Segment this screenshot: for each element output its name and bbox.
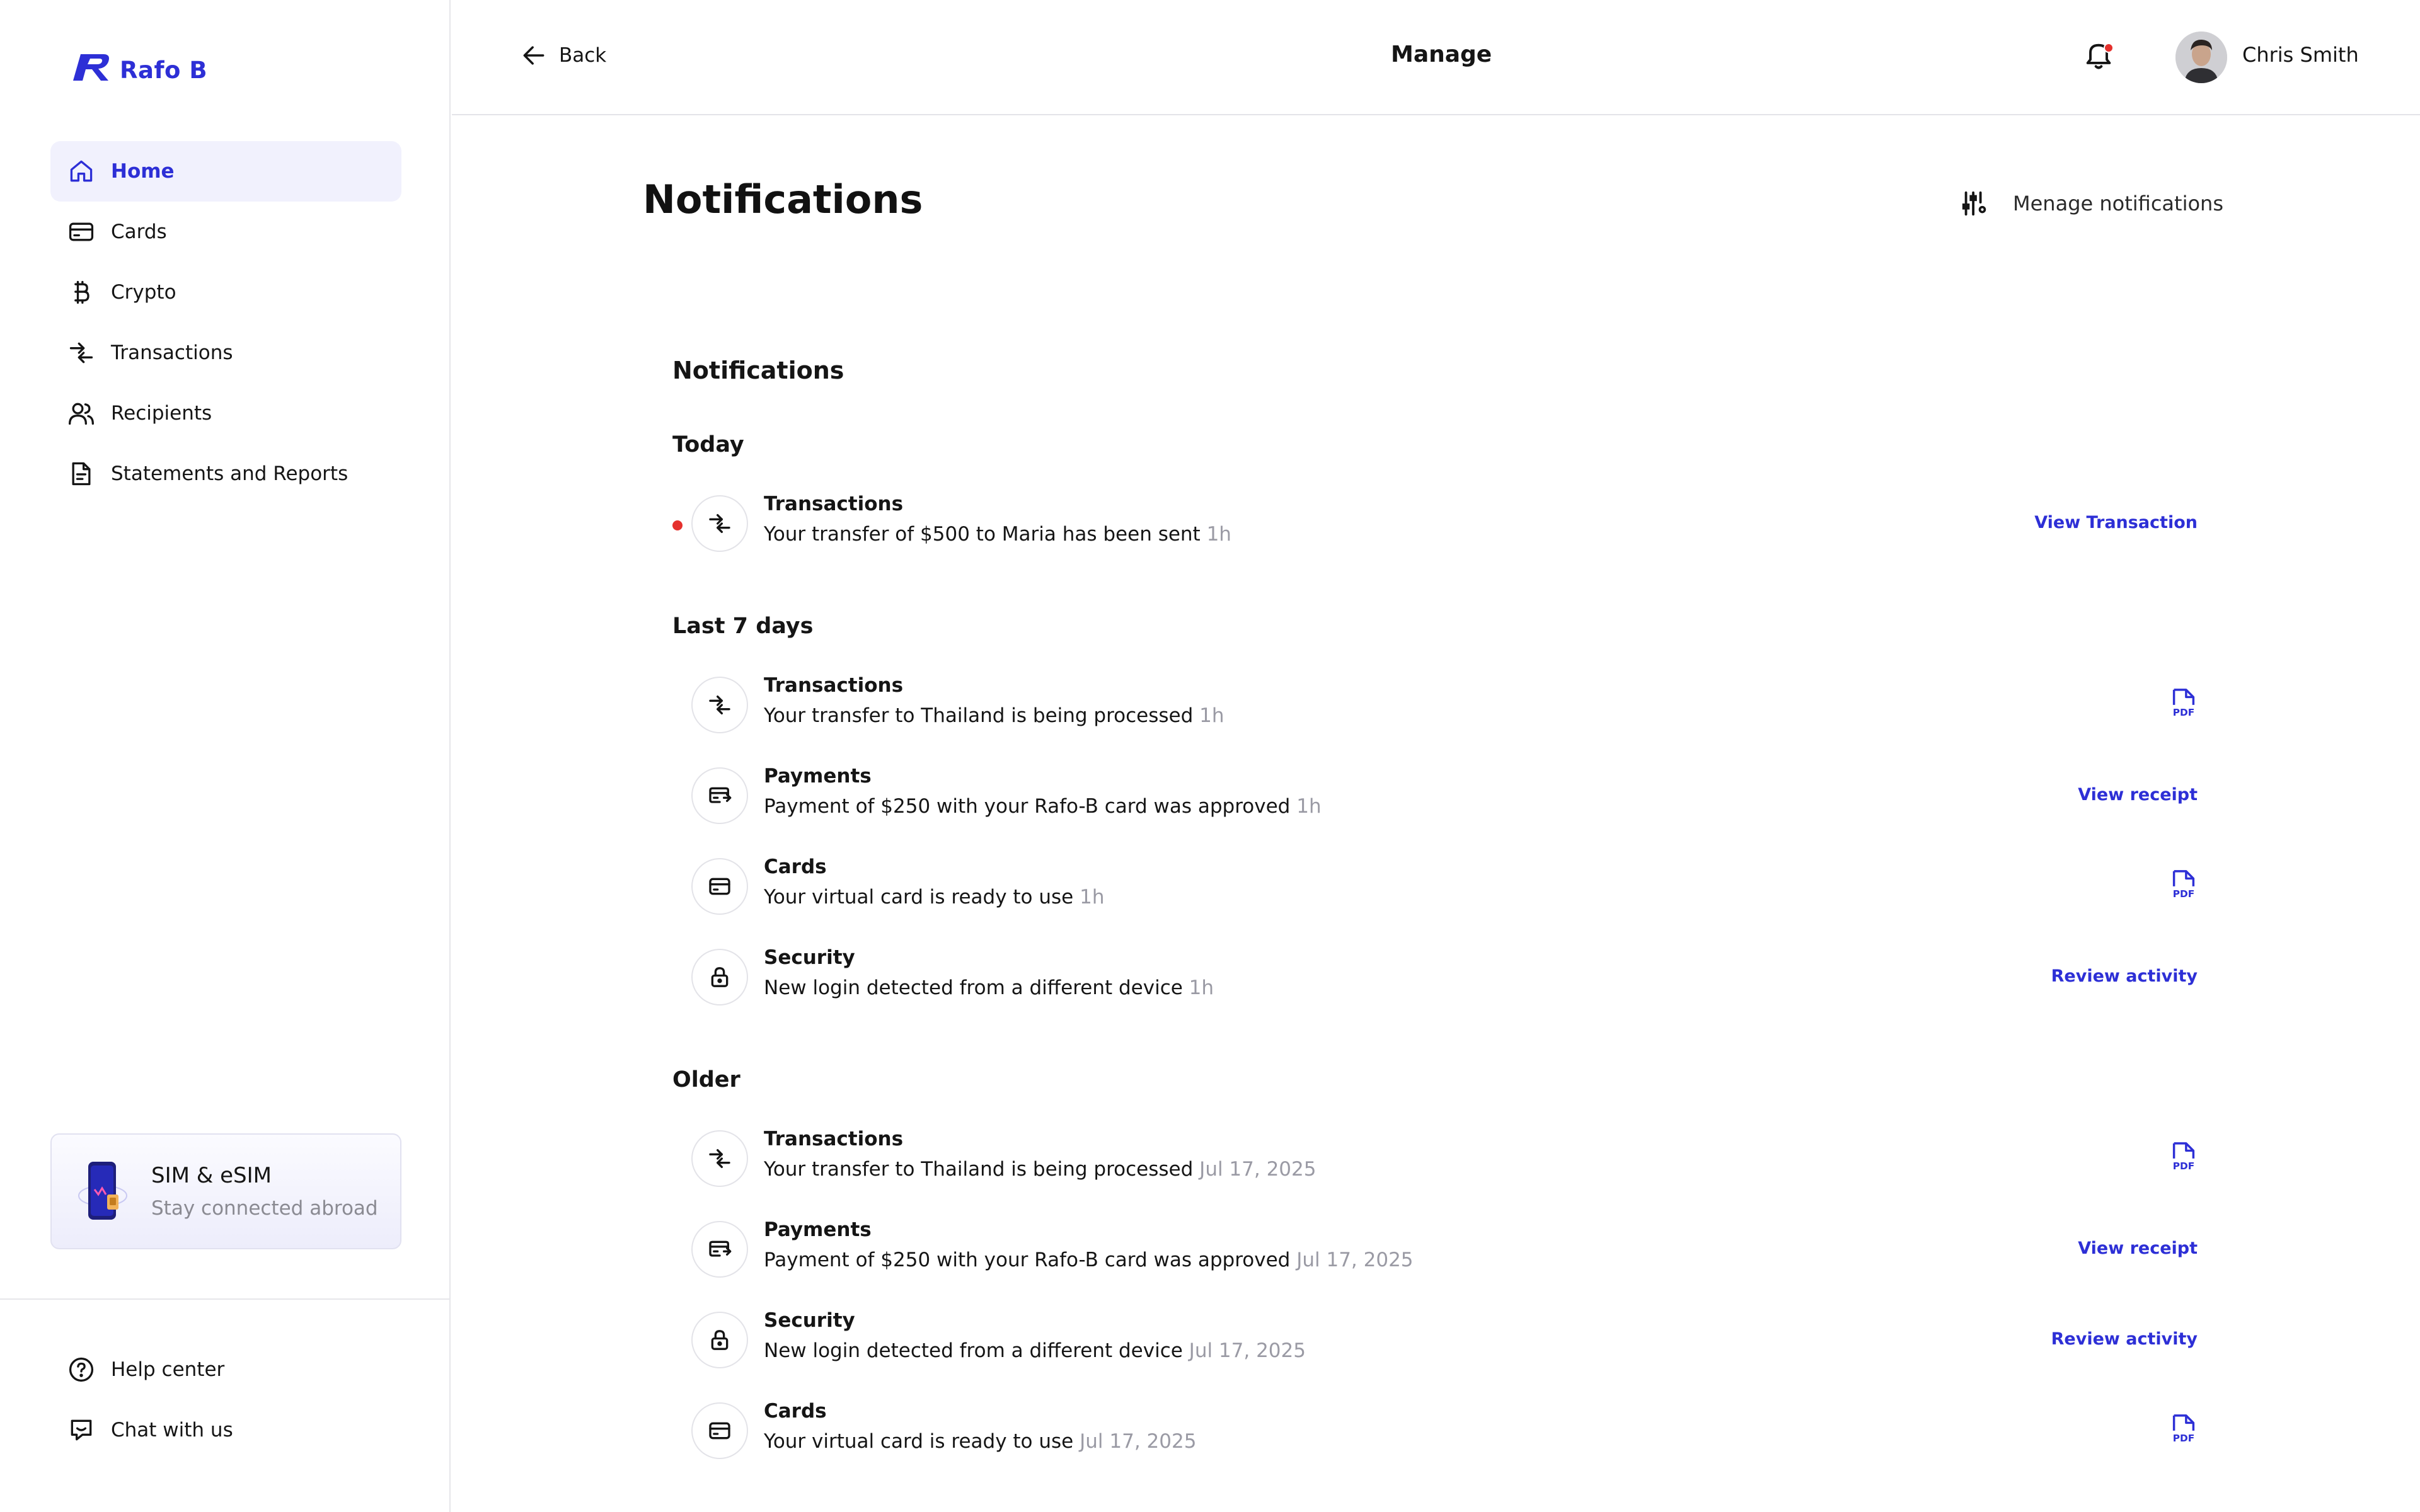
card-payment-icon	[691, 1221, 748, 1278]
help-circle-icon	[67, 1355, 96, 1384]
user-photo-icon	[2175, 32, 2227, 83]
notification-time: 1h	[1199, 704, 1224, 727]
notification-message: Your transfer of $500 to Maria has been sent	[764, 523, 1201, 546]
pdf-icon[interactable]	[2170, 869, 2198, 901]
back-label: Back	[559, 44, 607, 67]
view-receipt-link[interactable]: View receipt	[2078, 1239, 2198, 1258]
notification-text	[764, 704, 1224, 727]
notification-title: Payments	[764, 1218, 872, 1241]
svg-text:PDF: PDF	[2172, 707, 2195, 719]
sidebar-bottom-nav	[50, 1339, 401, 1460]
notification-item[interactable]	[672, 491, 2198, 554]
view-receipt-link[interactable]: View receipt	[2078, 785, 2198, 805]
sliders-settings-icon	[1960, 189, 1989, 218]
arrow-left-icon	[520, 42, 548, 69]
top-header	[452, 0, 2420, 115]
avatar[interactable]	[2175, 32, 2227, 83]
notification-time: 1h	[1296, 795, 1322, 818]
card-payment-icon	[691, 767, 748, 824]
notification-item[interactable]	[672, 1399, 2198, 1462]
group-heading-last-7-days: Last 7 days	[672, 614, 814, 639]
chat-icon	[67, 1416, 96, 1445]
sidebar-item-label: Crypto	[111, 281, 176, 304]
sidebar-item-help-center[interactable]	[50, 1339, 401, 1400]
notification-item[interactable]	[672, 1126, 2198, 1189]
brand-logo[interactable]	[67, 49, 207, 84]
unread-dot	[672, 520, 683, 530]
notification-text	[764, 1430, 1196, 1453]
pdf-icon[interactable]	[2170, 1414, 2198, 1445]
review-activity-link[interactable]: Review activity	[2051, 966, 2198, 986]
notification-title: Security	[764, 1309, 855, 1332]
page-title: Notifications	[643, 176, 923, 222]
sidebar-item-chat[interactable]	[50, 1400, 401, 1460]
document-icon	[67, 459, 96, 488]
notification-item[interactable]	[672, 673, 2198, 736]
sidebar-divider	[0, 1298, 451, 1300]
brand-name: Rafo B	[120, 56, 208, 84]
review-activity-link[interactable]: Review activity	[2051, 1329, 2198, 1349]
notification-title: Cards	[764, 1400, 827, 1423]
notification-title: Payments	[764, 765, 872, 788]
notification-message: New login detected from a different device	[764, 976, 1183, 999]
card-icon	[691, 858, 748, 915]
notification-time: Jul 17, 2025	[1189, 1339, 1306, 1362]
transfer-arrows-icon	[691, 495, 748, 552]
pdf-icon[interactable]	[2170, 1142, 2198, 1173]
transfer-arrows-icon	[67, 338, 96, 367]
notification-time: Jul 17, 2025	[1296, 1249, 1414, 1271]
notification-item[interactable]	[672, 854, 2198, 917]
pdf-icon[interactable]	[2170, 688, 2198, 719]
notification-item[interactable]	[672, 764, 2198, 827]
sidebar-item-label: Transactions	[111, 341, 233, 364]
users-icon	[67, 399, 96, 428]
manage-notifications-button[interactable]	[1960, 189, 2223, 218]
promo-text	[151, 1163, 378, 1220]
unread-indicator	[2104, 43, 2114, 53]
notification-message: Your virtual card is ready to use	[764, 886, 1074, 908]
notification-time: 1h	[1206, 523, 1231, 546]
notifications-bell-button[interactable]	[2082, 39, 2120, 77]
sidebar-item-label: Recipients	[111, 402, 212, 425]
group-heading-today: Today	[672, 432, 744, 457]
notification-text	[764, 795, 1322, 818]
sidebar-item-label: Cards	[111, 220, 167, 243]
sidebar-item-label: Statements and Reports	[111, 462, 349, 485]
header-title: Manage	[1391, 42, 1492, 67]
notification-message: Your virtual card is ready to use	[764, 1430, 1074, 1453]
notification-message: Payment of $250 with your Rafo-B card was approved	[764, 1249, 1291, 1271]
sidebar	[0, 0, 451, 1512]
group-heading-older: Older	[672, 1067, 740, 1092]
notification-title: Security	[764, 946, 855, 969]
sidebar-item-cards[interactable]	[50, 202, 401, 262]
notification-item[interactable]	[672, 945, 2198, 1008]
notification-title: Cards	[764, 856, 827, 878]
sidebar-item-recipients[interactable]	[50, 383, 401, 444]
notification-item[interactable]	[672, 1308, 2198, 1371]
notification-title: Transactions	[764, 493, 904, 515]
sidebar-item-label: Home	[111, 160, 175, 183]
notification-time: 1h	[1189, 976, 1214, 999]
promo-subtitle: Stay connected abroad	[151, 1197, 378, 1220]
bitcoin-icon	[67, 278, 96, 307]
sidebar-item-label: Help center	[111, 1358, 225, 1381]
manage-notifications-label: Menage notifications	[2013, 192, 2223, 215]
home-icon	[67, 157, 96, 186]
notification-message: Your transfer to Thailand is being processed	[764, 704, 1194, 727]
promo-title: SIM & eSIM	[151, 1163, 272, 1188]
lock-icon	[691, 1312, 748, 1368]
card-icon	[691, 1402, 748, 1459]
svg-text:PDF: PDF	[2172, 1433, 2195, 1445]
logo-mark-icon	[67, 49, 117, 84]
sidebar-nav	[50, 141, 401, 504]
notification-time: Jul 17, 2025	[1199, 1158, 1317, 1181]
user-name: Chris Smith	[2242, 43, 2359, 67]
sim-esim-promo[interactable]	[50, 1133, 401, 1249]
svg-text:PDF: PDF	[2172, 888, 2195, 900]
notification-text	[764, 1158, 1316, 1181]
back-button[interactable]	[520, 42, 606, 69]
notification-time: Jul 17, 2025	[1080, 1430, 1197, 1453]
sidebar-item-label: Chat with us	[111, 1419, 233, 1441]
notification-message: Your transfer to Thailand is being processed	[764, 1158, 1194, 1181]
view-transaction-link[interactable]: View Transaction	[2034, 513, 2198, 532]
lock-icon	[691, 949, 748, 1005]
sidebar-item-transactions[interactable]	[50, 323, 401, 383]
notification-text	[764, 886, 1104, 908]
notification-title: Transactions	[764, 674, 904, 697]
transfer-arrows-icon	[691, 677, 748, 733]
sidebar-item-home[interactable]	[50, 141, 401, 202]
sim-phone-icon	[77, 1158, 129, 1225]
sidebar-item-statements[interactable]	[50, 444, 401, 504]
notification-text	[764, 523, 1231, 546]
notification-text	[764, 976, 1214, 999]
notification-message: Payment of $250 with your Rafo-B card was approved	[764, 795, 1291, 818]
notifications-section-heading: Notifications	[672, 357, 844, 384]
notification-time: 1h	[1080, 886, 1105, 908]
notification-message: New login detected from a different device	[764, 1339, 1183, 1362]
notification-title: Transactions	[764, 1128, 904, 1150]
card-icon	[67, 217, 96, 246]
transfer-arrows-icon	[691, 1130, 748, 1187]
svg-text:PDF: PDF	[2172, 1160, 2195, 1172]
sidebar-item-crypto[interactable]	[50, 262, 401, 323]
notification-text	[764, 1339, 1306, 1362]
notification-text	[764, 1249, 1414, 1271]
notification-item[interactable]	[672, 1217, 2198, 1280]
